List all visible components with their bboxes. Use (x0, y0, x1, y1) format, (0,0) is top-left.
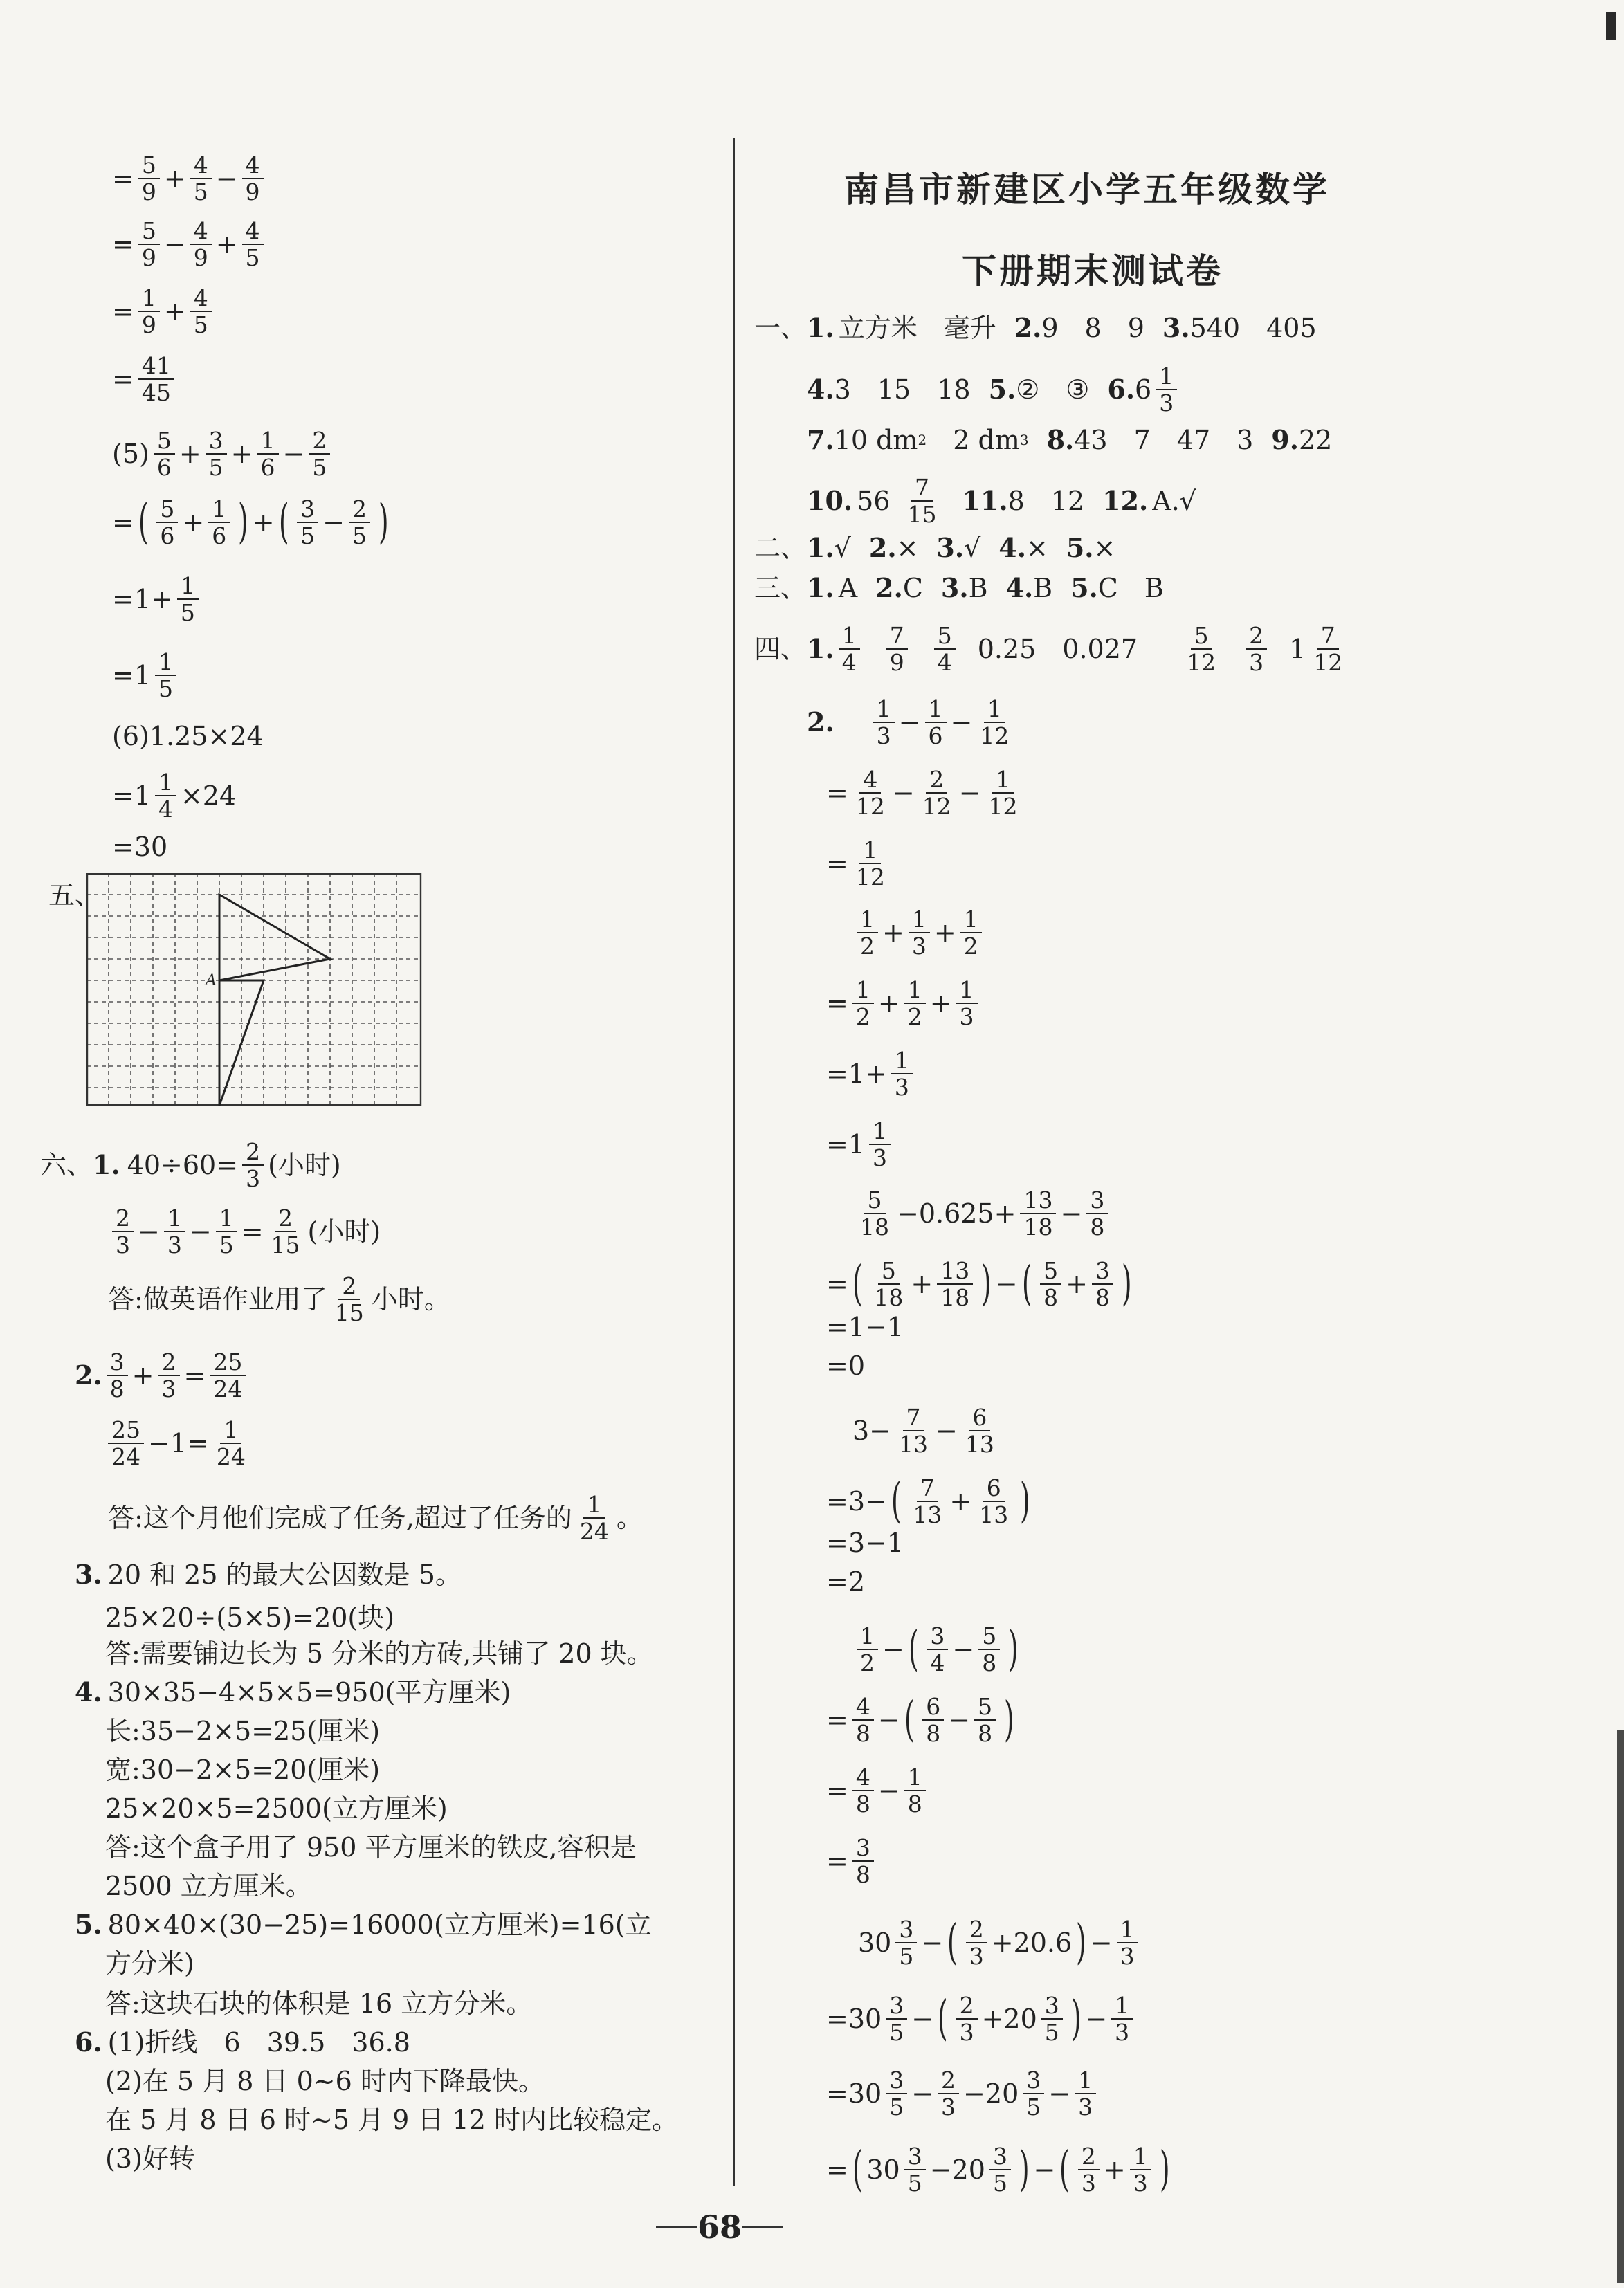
fraction: $\frac{1}{24}$ (579, 1491, 609, 1545)
fraction: $\frac{1}{3}$ (1156, 363, 1177, 416)
fraction: $\frac{1}{3}$ (956, 977, 978, 1029)
s6-4-line-a: 4. 30×35−4×5×5=950(平方厘米) (75, 1676, 511, 1708)
fraction: $\frac{1}{6}$ (925, 696, 947, 749)
fraction: $\frac{2}{3}$ (158, 1349, 180, 1402)
fraction: $\frac{4}{5}$ (242, 218, 264, 271)
fraction: $\frac{2}{3}$ (938, 2067, 959, 2120)
grid-lines (86, 873, 421, 1106)
scan-edge-top-right (1606, 12, 1616, 40)
s6-5-line-c: 答:这块石块的体积是 16 立方分米。 (105, 1988, 533, 2019)
left-line-5: (5) $\frac{5}{6}$ + $\frac{3}{5}$ + $\frac{1}{6}$ − $\frac{2}{5}$ (112, 428, 334, 480)
fraction: $\frac{1}{3}$ (1117, 1916, 1138, 1969)
fraction: $\frac{4}{5}$ (190, 152, 212, 205)
s6-4-line-d: 25×20×5=2500(立方厘米) (105, 1793, 448, 1824)
fraction: $\frac{3}{5}$ (1023, 2067, 1044, 2120)
s6-3-line-c: 答:需要铺边长为 5 分米的方砖,共铺了 20 块。 (105, 1638, 653, 1669)
fraction: $\frac{1}{9}$ (138, 285, 160, 338)
fraction: $\frac{1}{3}$ (164, 1205, 185, 1258)
s6-6-line-a: 6. (1)折线 6 39.5 36.8 (75, 2026, 410, 2058)
fraction: $\frac{4}{8}$ (852, 1694, 874, 1746)
fraction: $\frac{1}{3}$ (1130, 2143, 1151, 2196)
fraction: $\frac{5}{8}$ (974, 1694, 996, 1746)
answers-row-1: 一、 1. 立方米 毫升 2. 9 8 9 3. 540 405 (754, 312, 1317, 343)
left-line-8: =1 $\frac{1}{5}$ (112, 649, 181, 702)
fraction: $\frac{7}{9}$ (886, 623, 908, 675)
s6-6-line-c: 在 5 月 8 日 6 时~5 月 9 日 12 时内比较稳定。 (105, 2105, 678, 2135)
calc-b-line-2: = $\frac{1}{2}$ + $\frac{1}{2}$ + $\frac{1}{3}$ (826, 977, 982, 1029)
calc-e-line-3: = $\frac{4}{8}$ − $\frac{1}{8}$ (826, 1764, 930, 1817)
fraction: $\frac{1}{12}$ (980, 695, 1010, 749)
calc-g-line-1: 30 $\frac{3}{5}$ − ( $\frac{2}{3}$ +20.6 ) − $\frac{1}{3}$ (858, 1916, 1142, 1969)
answers-row-5: 二、 1. √ 2. × 3. √ 4. × 5. × (754, 532, 1116, 563)
fraction: $\frac{3}{8}$ (107, 1349, 128, 1402)
fraction: $\frac{13}{18}$ (1020, 1187, 1056, 1240)
left-line-1: = $\frac{5}{9}$ + $\frac{4}{5}$ − $\frac{4}{9}$ (112, 152, 268, 205)
calc-d-line-4: =2 (826, 1566, 866, 1597)
fraction: $\frac{1}{3}$ (869, 1118, 891, 1171)
left-line-9: (6)1.25×24 (112, 721, 264, 751)
fraction: $\frac{1}{3}$ (891, 1047, 913, 1100)
fraction: $\frac{3}{4}$ (927, 1623, 948, 1676)
answers-row-4: 10. 56 $\frac{7}{15}$ 11. 8 12 12. A.√ (807, 474, 1197, 528)
answers-row-6: 三、 1. A 2. C 3. B 4. B 5. C B (754, 572, 1164, 603)
grid-point-label: A (206, 972, 217, 989)
fraction: $\frac{25}{24}$ (210, 1349, 246, 1402)
calc-e-line-4: = $\frac{3}{8}$ (826, 1835, 878, 1887)
calc-d-line-3: =3−1 (826, 1528, 904, 1558)
fraction: $\frac{2}{3}$ (966, 1916, 987, 1969)
fraction: $\frac{5}{8}$ (1040, 1258, 1061, 1310)
fraction: $\frac{1}{2}$ (960, 906, 982, 959)
fraction: $\frac{2}{5}$ (349, 496, 370, 549)
s6-4-line-e: 答:这个盒子用了 950 平方厘米的铁皮,容积是 (105, 1832, 637, 1863)
s6-1-line-a: 六、 1. 40÷60= $\frac{2}{3}$ (小时) (40, 1138, 341, 1192)
fraction: $\frac{5}{8}$ (978, 1623, 1000, 1676)
fraction: $\frac{1}{2}$ (857, 1623, 878, 1676)
fraction: $\frac{7}{12}$ (1313, 622, 1343, 676)
calc-g-line-4: = ( 30 $\frac{3}{5}$ −20 $\frac{3}{5}$ ) − ( $\frac{2}{3}$ + $\frac{1}{3}$ ) (826, 2142, 1170, 2197)
s6-6-line-d: (3)好转 (105, 2143, 195, 2174)
fraction: $\frac{3}{8}$ (1086, 1187, 1108, 1240)
upper-triangle (219, 895, 330, 980)
left-line-4: = $\frac{41}{45}$ (112, 353, 179, 405)
fraction: $\frac{3}{8}$ (1092, 1258, 1113, 1310)
section-five-label: 五、 (48, 880, 102, 910)
calc-c-line-1: $\frac{5}{18}$ −0.625+ $\frac{13}{18}$ − $\frac{3}{8}$ (852, 1187, 1112, 1240)
fraction: $\frac{2}{15}$ (334, 1272, 364, 1326)
calc-b-line-3: =1+ $\frac{1}{3}$ (826, 1047, 917, 1100)
fraction: $\frac{4}{9}$ (190, 218, 212, 271)
fraction: $\frac{1}{8}$ (904, 1764, 926, 1817)
fraction: $\frac{3}{8}$ (852, 1835, 874, 1887)
s6-3-line-b: 25×20÷(5×5)=20(块) (105, 1602, 395, 1633)
left-line-3: = $\frac{1}{9}$ + $\frac{4}{5}$ (112, 285, 216, 338)
fraction: $\frac{3}{5}$ (989, 2143, 1011, 2196)
calc-g-line-3: =30 $\frac{3}{5}$ − $\frac{2}{3}$ −20 $\frac{3}{5}$ − $\frac{1}{3}$ (826, 2067, 1100, 2120)
fraction: $\frac{1}{12}$ (988, 766, 1018, 820)
fraction: $\frac{1}{5}$ (155, 649, 176, 702)
s6-1-line-b: $\frac{2}{3}$ − $\frac{1}{3}$ − $\frac{1}{5}$ = $\frac{2}{15}$ (小时) (108, 1205, 381, 1258)
calc-g-line-2: =30 $\frac{3}{5}$ − ( $\frac{2}{3}$ +20 $\frac{3}{5}$ ) − $\frac{1}{3}$ (826, 1993, 1137, 2045)
grid-border (87, 874, 421, 1105)
s6-1-line-c: 答:做英语作业用了 $\frac{2}{15}$ 小时。 (108, 1272, 450, 1326)
s6-2-line-b: $\frac{25}{24}$ −1= $\frac{1}{24}$ (104, 1417, 253, 1470)
calc-a-line-1: 2. $\frac{1}{3}$ − $\frac{1}{6}$ − $\frac{1}{12}$ (807, 696, 1016, 749)
left-line-11: =30 (112, 832, 168, 862)
fraction: $\frac{1}{2}$ (904, 977, 926, 1029)
fraction: $\frac{4}{5}$ (190, 285, 212, 338)
fraction: $\frac{1}{3}$ (1111, 1993, 1133, 2045)
fraction: $\frac{6}{13}$ (965, 1404, 994, 1458)
page-title: 南昌市新建区小学五年级数学 (844, 170, 1330, 210)
fraction: $\frac{5}{9}$ (138, 152, 160, 205)
fraction: $\frac{1}{12}$ (855, 836, 885, 890)
fraction: $\frac{6}{13}$ (979, 1474, 1009, 1528)
answers-row-2: 4. 3 15 18 5. ② ③ 6. 6 $\frac{1}{3}$ (807, 363, 1181, 416)
fraction: $\frac{6}{8}$ (922, 1694, 944, 1746)
calc-b-line-4: =1 $\frac{1}{3}$ (826, 1118, 895, 1171)
fraction: $\frac{4}{8}$ (852, 1764, 874, 1817)
calc-e-line-1: $\frac{1}{2}$ − ( $\frac{3}{4}$ − $\frac{5}{8}$ ) (852, 1623, 1023, 1676)
fraction: $\frac{1}{3}$ (1075, 2067, 1096, 2120)
calc-e-line-2: = $\frac{4}{8}$ − ( $\frac{6}{8}$ − $\frac{5}{8}$ ) (826, 1692, 1014, 1747)
s6-4-line-b: 长:35−2×5=25(厘米) (105, 1716, 381, 1746)
calc-a-line-2: = $\frac{4}{12}$ − $\frac{2}{12}$ − $\frac{1}{12}$ (826, 767, 1025, 819)
calc-c-line-3: =1−1 (826, 1312, 904, 1342)
left-line-6: = ( $\frac{5}{6}$ + $\frac{1}{6}$ ) + ( $\frac{3}{5}$ − $\frac{2}{5}$ ) (112, 495, 389, 549)
fraction: $\frac{7}{13}$ (913, 1474, 942, 1528)
fraction: $\frac{2}{12}$ (922, 766, 951, 820)
fraction: $\frac{3}{5}$ (895, 1916, 917, 1969)
fraction: $\frac{5}{4}$ (934, 623, 956, 675)
fraction: $\frac{2}{3}$ (242, 1139, 264, 1191)
fraction: $\frac{5}{18}$ (860, 1187, 889, 1241)
s6-3-line-a: 3. 20 和 25 的最大公因数是 5。 (75, 1559, 462, 1590)
fraction: $\frac{3}{5}$ (297, 496, 318, 549)
fraction: $\frac{2}{3}$ (112, 1205, 134, 1258)
answers-row-3: 7. 10 dm 2 2 dm 3 8. 43 7 47 3 9. 22 (807, 424, 1333, 455)
fraction: $\frac{4}{9}$ (242, 152, 264, 205)
s6-2-line-c: 答:这个月他们完成了任务,超过了任务的 $\frac{1}{24}$ 。 (108, 1491, 643, 1545)
calc-a-line-3: = $\frac{1}{12}$ (826, 837, 893, 890)
fraction: $\frac{3}{5}$ (1041, 1993, 1063, 2045)
fraction: $\frac{1}{5}$ (216, 1205, 237, 1258)
fraction: $\frac{1}{5}$ (177, 573, 199, 625)
fraction: $\frac{5}{18}$ (874, 1257, 904, 1311)
left-line-2: = $\frac{5}{9}$ − $\frac{4}{9}$ + $\frac{4}{5}$ (112, 218, 268, 271)
s6-5-line-b: 方分米) (105, 1948, 194, 1979)
page-number-dash-right (742, 2226, 783, 2228)
fraction: $\frac{3}{5}$ (904, 2143, 926, 2196)
fraction: $\frac{2}{3}$ (1078, 2143, 1100, 2196)
fraction: $\frac{1}{3}$ (873, 696, 895, 749)
column-divider (733, 138, 735, 2186)
fraction: $\frac{41}{45}$ (138, 353, 174, 405)
calc-c-line-4: =0 (826, 1351, 866, 1381)
page-subtitle: 下册期末测试卷 (962, 251, 1223, 291)
scan-edge-right (1617, 1730, 1624, 2283)
fraction: $\frac{1}{24}$ (216, 1416, 246, 1470)
fraction: $\frac{1}{3}$ (909, 906, 930, 959)
calc-d-line-2: =3− ( $\frac{7}{13}$ + $\frac{6}{13}$ ) (826, 1474, 1030, 1528)
fraction: $\frac{7}{15}$ (907, 474, 937, 528)
fraction: $\frac{3}{5}$ (886, 2067, 907, 2120)
s6-2-line-a: 2. $\frac{3}{8}$ + $\frac{2}{3}$ = $\frac{25}{24}$ (75, 1349, 250, 1402)
fraction: $\frac{1}{4}$ (839, 623, 860, 675)
calc-d-line-1: 3− $\frac{7}{13}$ − $\frac{6}{13}$ (852, 1404, 1002, 1457)
calc-b-line-1: $\frac{1}{2}$ + $\frac{1}{3}$ + $\frac{1}{2}$ (852, 906, 986, 959)
fraction: $\frac{1}{4}$ (155, 769, 176, 822)
fraction: $\frac{2}{3}$ (956, 1993, 978, 2045)
fraction: $\frac{25}{24}$ (108, 1417, 144, 1470)
fraction: $\frac{3}{5}$ (886, 1993, 907, 2045)
s6-4-line-f: 2500 立方厘米。 (105, 1871, 312, 1901)
fraction: $\frac{13}{18}$ (937, 1258, 973, 1310)
left-line-10: =1 $\frac{1}{4}$ ×24 (112, 769, 237, 823)
calc-c-line-2: = ( $\frac{5}{18}$ + $\frac{13}{18}$ ) − ( $\frac{5}{8}$ + $\frac{3}{8}$ ) (826, 1256, 1132, 1311)
fraction: $\frac{5}{6}$ (156, 496, 178, 549)
s6-6-line-b: (2)在 5 月 8 日 0~6 时内下降最快。 (105, 2066, 545, 2096)
fraction: $\frac{1}{2}$ (857, 906, 878, 959)
fraction: $\frac{2}{5}$ (309, 428, 330, 480)
fraction: $\frac{5}{9}$ (138, 218, 160, 271)
fraction: $\frac{1}{6}$ (208, 496, 230, 549)
fraction: $\frac{1}{6}$ (257, 428, 279, 480)
fraction: $\frac{5}{12}$ (1187, 622, 1216, 676)
fraction: $\frac{5}{6}$ (154, 428, 175, 480)
fraction: $\frac{2}{3}$ (1246, 623, 1267, 675)
page-number: 68 (697, 2208, 742, 2246)
s6-5-line-a: 5. 80×40×(30−25)=16000(立方厘米)=16(立 (75, 1909, 652, 1940)
grid-diagram (86, 873, 424, 1108)
fraction: $\frac{3}{5}$ (206, 428, 227, 480)
left-line-7: =1+ $\frac{1}{5}$ (112, 573, 203, 625)
s6-4-line-c: 宽:30−2×5=20(厘米) (105, 1755, 381, 1785)
fraction: $\frac{7}{13}$ (899, 1404, 929, 1458)
answers-row-7: 四、 1. $\frac{1}{4}$ $\frac{7}{9}$ $\frac{5}{4}$ 0.25 0.027 $\frac{5}{12}$ $\frac{2}{3}$ 1 $\frac{7}{12}$ (754, 623, 1350, 675)
fraction: $\frac{1}{2}$ (852, 977, 874, 1029)
fraction: $\frac{4}{12}$ (855, 766, 885, 820)
fraction: $\frac{2}{15}$ (271, 1205, 300, 1259)
